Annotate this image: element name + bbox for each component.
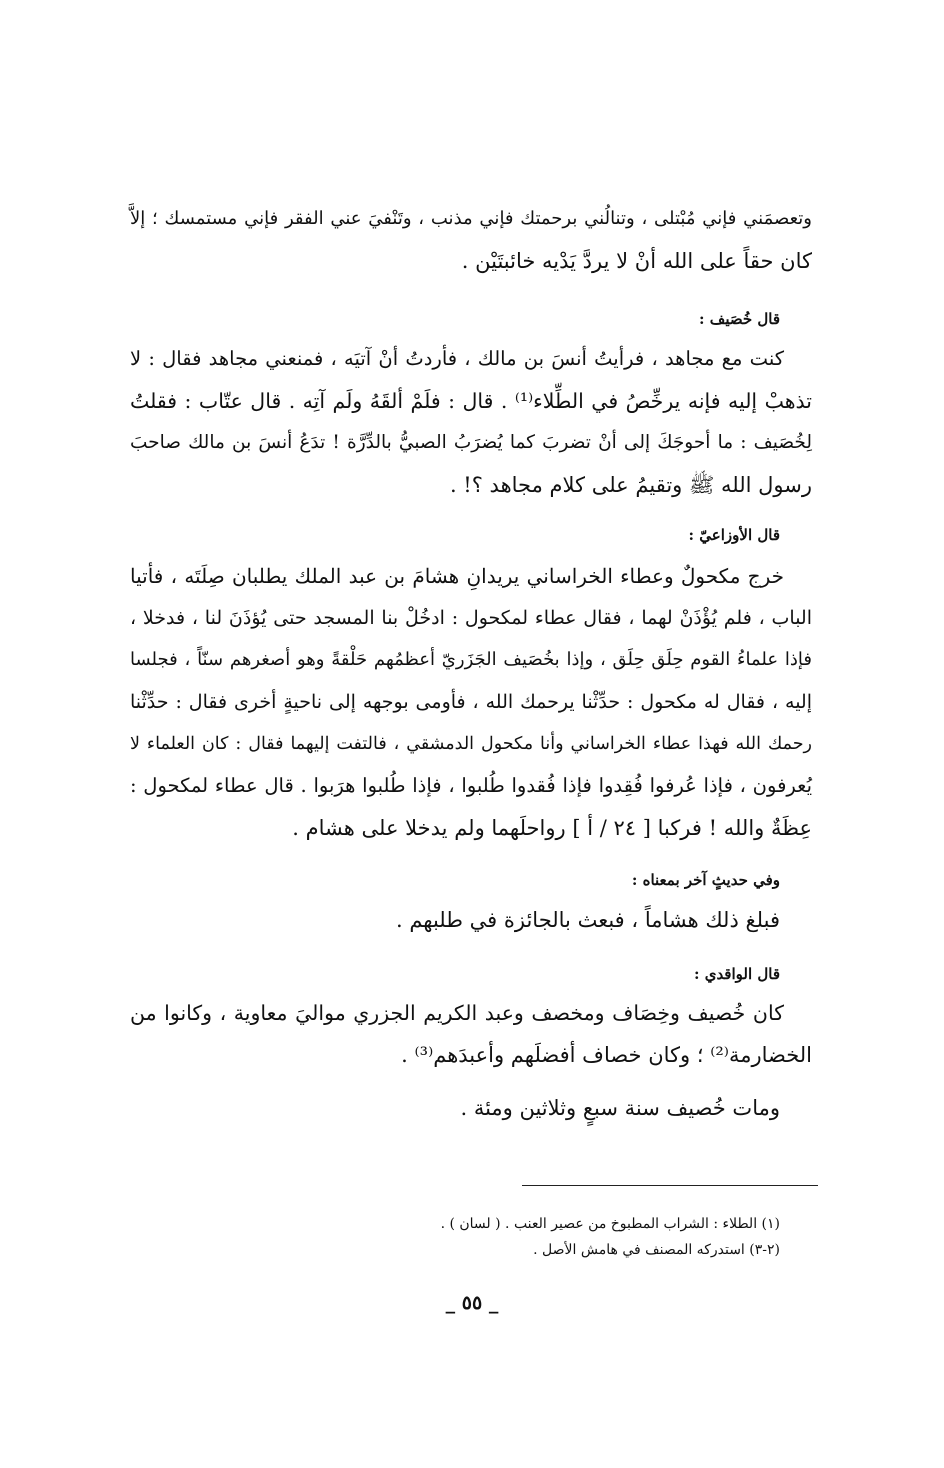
text-line: عِظَةٌ والله ! فركبا [ ٢٤ / أ ] رواحلَهما ولم يدخلا على هشام . bbox=[292, 816, 812, 840]
page-number: _ ٥٥ _ bbox=[445, 1292, 499, 1314]
text-line: كان خُصيف وخِصَاف ومخصف وعبد الكريم الجزري مواليَ معاوية ، وكانوا من bbox=[130, 1001, 784, 1025]
opening-paragraph bbox=[130, 198, 812, 282]
text-line: يُعرفون ، فإذا عُرفوا فُقِدوا فإذا فُقدوا طُلبوا ، فإذا طُلبوا هرَبوا . قال عطاء لمكحول : bbox=[130, 774, 812, 797]
awzai-paragraph bbox=[130, 555, 812, 849]
waqidi-paragraph bbox=[130, 992, 812, 1076]
text-line: رحمك الله فهذا عطاء الخراساني وأنا مكحول الدمشقي ، فالتفت إليهما فقال : كان العلماء لا bbox=[130, 734, 812, 754]
text-line: خرج مكحولٌ وعطاء الخراساني يريدانِ هشامَ بن عبد الملك يطلبان صِلَتَه ، فأتيا bbox=[130, 564, 784, 588]
text-line: رسول الله ﷺ وتقيمُ على كلام مجاهد ؟! . bbox=[449, 473, 812, 497]
section-heading-other-hadith: وفي حديثٍ آخر بمعناه : bbox=[631, 871, 780, 889]
text-line: لِخُصَيف : ما أحوجَكَ إلى أنْ تضربَ كما يُضرَبُ الصبيُّ بالدِّرَّة ! تدَعُ أنسَ بن مالك صاحبَ bbox=[130, 432, 812, 453]
text-line: كان حقاً على الله أنْ لا يردَّ يَدْيه خائبتَيْن . bbox=[461, 249, 812, 273]
text-line: تذهبْ إليه فإنه يرخِّصُ في الطِّلاء⁽¹⁾ . قال : فلَمْ ألقَهُ ولَم آتِه . قال عتّاب : فقلتُ bbox=[130, 389, 812, 413]
section-heading-waqidi: قال الواقدي : bbox=[693, 965, 780, 983]
footnote-divider bbox=[522, 1185, 818, 1186]
text-line: كنت مع مجاهد ، فرأيتُ أنسَ بن مالك ، فأردتُ أنْ آتيَه ، فمنعني مجاهد فقال : لا bbox=[130, 347, 784, 370]
footnote-2: (٢-٣) استدركه المصنف في هامش الأصل . bbox=[533, 1242, 780, 1258]
other-hadith-text: فبلغ ذلك هشاماً ، فبعث بالجائزة في طلبهم . bbox=[395, 908, 780, 932]
text-line: الخضارمة⁽²⁾ ؛ وكان خصاف أفضلَهم وأعبدَهم⁽³⁾ . bbox=[401, 1043, 812, 1067]
footnote-1: (١) الطلاء : الشراب المطبوخ من عصير العنب . ( لسان ) . bbox=[440, 1216, 780, 1232]
closing-line: ومات خُصيف سنة سبعٍ وثلاثين ومئة . bbox=[460, 1096, 780, 1120]
text-line: وتعصمَني فإني مُبْتلى ، وتنالُني برحمتك فإني مذنب ، وتَنْفيَ عني الفقر فإني مستمسك ؛ إلاَّ bbox=[130, 208, 812, 229]
text-line: فإذا علماءُ القوم حِلَق حِلَق ، وإذا بخُصَيف الجَزَريّ أعظمُهم حَلْقةً وهو أصغرهم سنّاً ، فجلسا bbox=[130, 649, 812, 670]
text-line: الباب ، فلم يُؤْذَنْ لهما ، فقال عطاء لمكحول : ادخُلْ بنا المسجد حتى يُؤذَنَ لنا ، فدخلا ، bbox=[130, 607, 812, 629]
text-line: إليه ، فقال له مكحول : حدِّثْنا يرحمك الله ، فأومى بوجهه إلى ناحيةٍ أخرى فقال : حدِّثْنا bbox=[130, 691, 812, 713]
section-heading-awzai: قال الأوزاعيّ : bbox=[688, 526, 780, 544]
section-heading-khusaif: قال خُصَيف : bbox=[699, 310, 780, 328]
khusaif-paragraph bbox=[130, 338, 812, 506]
